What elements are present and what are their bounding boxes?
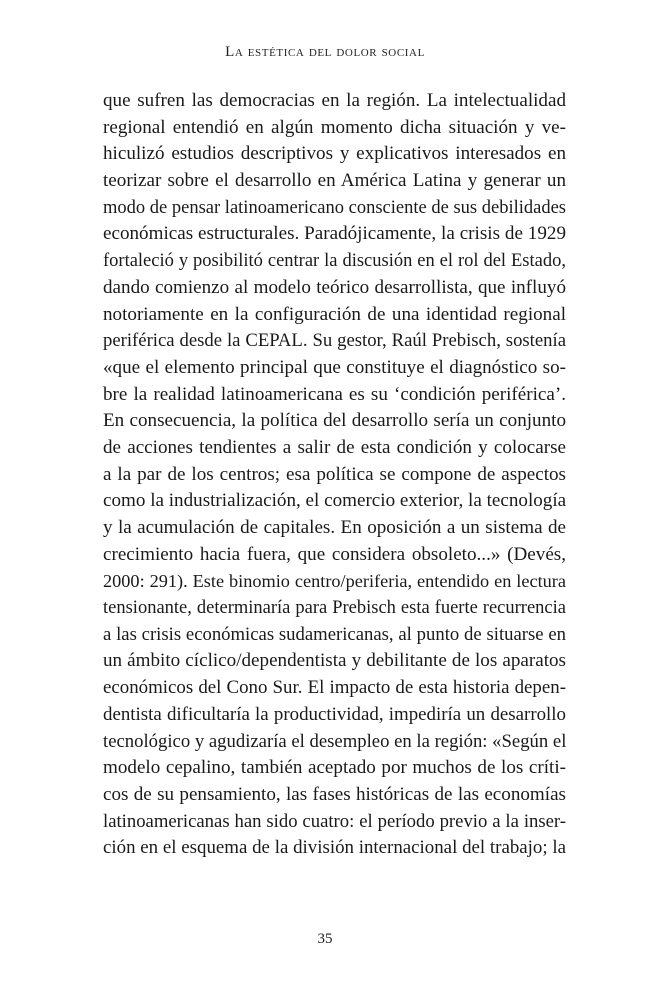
text-line: notoriamente en la configuración de una identidad regional: [103, 303, 566, 325]
text-line: a la par de los centros; esa política se compone de aspectos: [103, 463, 566, 485]
running-head: La estética del dolor social: [225, 44, 425, 60]
text-line: regional entendió en algún momento dicha situación y ve-: [103, 116, 566, 138]
text-line: modo de pensar latinoamericano consciente de sus debilidades: [103, 197, 566, 218]
text-line: crecimiento hacia fuera, que considera obsoleto...» (Devés,: [103, 543, 566, 565]
text-line: latinoamericanas han sido cuatro: el período previo a la inser-: [103, 810, 566, 832]
text-line: teorizar sobre el desarrollo en América Latina y generar un: [103, 170, 566, 192]
page-number: 35: [317, 931, 333, 947]
text-line: periférica desde la CEPAL. Su gestor, Raúl Prebisch, sostenía: [103, 330, 566, 352]
text-line: En consecuencia, la política del desarrollo sería un conjunto: [103, 410, 566, 432]
text-line: que sufren las democracias en la región. La intelectualidad: [103, 90, 566, 111]
text-line: tensionante, determinaría para Prebisch esta fuerte recurrencia: [103, 598, 566, 619]
text-line: económicos del Cono Sur. El impacto de esta historia depen-: [103, 677, 566, 699]
text-line: un ámbito cíclico/dependentista y debilitante de los aparatos: [103, 650, 566, 672]
text-line: de acciones tendientes a salir de esta condición y colocarse: [103, 436, 566, 458]
text-line: y la acumulación de capitales. En oposición a un sistema de: [103, 517, 566, 538]
text-line: dando comienzo al modelo teórico desarrollista, que influyó: [103, 276, 566, 298]
text-line: a las crisis económicas sudamericanas, al punto de situarse en: [103, 623, 566, 645]
text-line: modelo cepalino, también aceptado por muchos de los críti-: [103, 757, 566, 779]
text-line: bre la realidad latinoamericana es su ‘condición periférica’.: [103, 383, 566, 405]
text-line: hiculizó estudios descriptivos y explicativos interesados en: [103, 143, 566, 165]
body-text: [103, 88, 566, 862]
text-line: dentista dificultaría la productividad, impediría un desarrollo: [103, 703, 566, 725]
text-line: fortaleció y posibilitó centrar la discusión en el rol del Estado,: [103, 251, 566, 272]
text-line: ción en el esquema de la división internacional del trabajo; la: [103, 837, 566, 859]
text-line: tecnológico y agudizaría el desempleo en la región: «Según el: [103, 730, 567, 752]
text-line: 2000: 291). Este binomio centro/periferia, entendido en lectura: [103, 571, 566, 592]
text-line: «que el elemento principal que constituye el diagnóstico so-: [103, 356, 566, 378]
text-line: como la industrialización, el comercio exterior, la tecnología: [103, 490, 567, 512]
text-line: económicas estructurales. Paradójicamente, la crisis de 1929: [103, 223, 566, 245]
text-line: cos de su pensamiento, las fases históricas de las economías: [103, 783, 566, 805]
